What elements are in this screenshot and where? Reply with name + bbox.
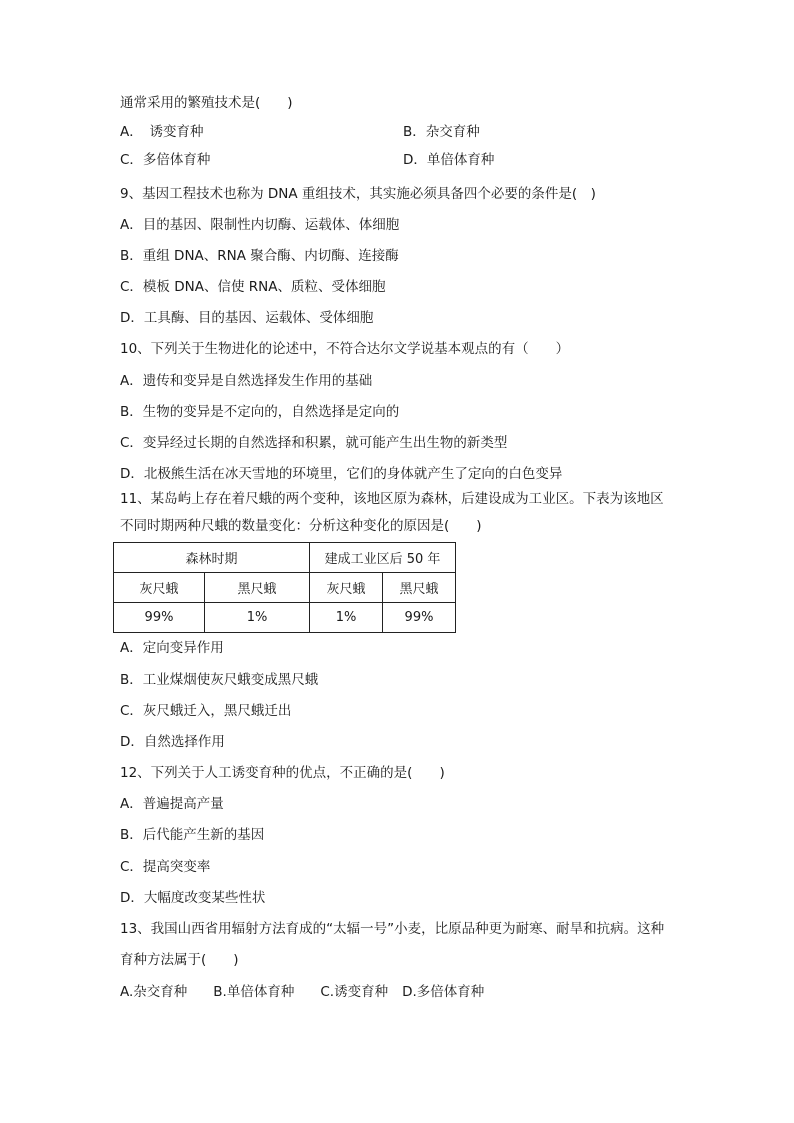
q10-option-d: D．北极熊生活在冰天雪地的环境里，它们的身体就产生了定向的白色变异 [120, 466, 563, 482]
q13-stem-line2: 育种方法属于( ) [120, 952, 239, 968]
table-cell: 99% [383, 603, 456, 633]
q10-option-b: B．生物的变异是不定向的，自然选择是定向的 [120, 404, 400, 420]
q8-option-b: B．杂交育种 [403, 124, 480, 140]
q11-option-c: C．灰尺蛾迁入，黑尺蛾迁出 [120, 703, 292, 719]
q9-option-a: A．目的基因、限制性内切酶、运载体、体细胞 [120, 217, 400, 233]
q13-option-d: D.多倍体育种 [402, 984, 485, 1000]
q8-option-d: D．单倍体育种 [403, 152, 495, 168]
q11-stem-line2: 不同时期两种尺蛾的数量变化：分析这种变化的原因是( ) [120, 518, 482, 534]
table-header-forest-period: 森林时期 [114, 543, 310, 573]
table-cell: 1% [310, 603, 383, 633]
q12-option-d: D．大幅度改变某些性状 [120, 890, 266, 906]
moth-population-table [113, 542, 456, 633]
q9-option-d: D．工具酶、目的基因、运载体、受体细胞 [120, 310, 374, 326]
q9-option-b: B．重组 DNA、RNA 聚合酶、内切酶、连接酶 [120, 248, 399, 264]
q13-option-a: A.杂交育种 [120, 984, 188, 1000]
q8-stem: 通常采用的繁殖技术是( ) [120, 95, 293, 111]
table-col-header: 黑尺蛾 [383, 573, 456, 603]
q10-stem: 10、下列关于生物进化的论述中，不符合达尔文学说基本观点的有（ ） [120, 341, 570, 357]
table-header-industrial-period: 建成工业区后 50 年 [310, 543, 456, 573]
q13-option-c: C.诱变育种 [320, 984, 389, 1000]
q12-option-a: A．普遍提高产量 [120, 796, 224, 812]
q10-option-a: A．遗传和变异是自然选择发生作用的基础 [120, 373, 373, 389]
table-cell: 99% [114, 603, 205, 633]
q9-stem: 9、基因工程技术也称为 DNA 重组技术，其实施必须具备四个必要的条件是( ) [120, 186, 596, 202]
q12-stem: 12、下列关于人工诱变育种的优点，不正确的是( ) [120, 765, 445, 781]
table-col-header: 灰尺蛾 [310, 573, 383, 603]
q11-option-b: B．工业煤烟使灰尺蛾变成黑尺蛾 [120, 672, 319, 688]
q13-stem-line1: 13、我国山西省用辐射方法育成的“太辐一号”小麦，比原品种更为耐寒、耐旱和抗病。这种 [120, 921, 665, 937]
q11-option-a: A．定向变异作用 [120, 640, 224, 656]
table-col-header: 黑尺蛾 [205, 573, 310, 603]
q8-option-a: A． 诱变育种 [120, 124, 204, 140]
table-col-header: 灰尺蛾 [114, 573, 205, 603]
q9-option-c: C．模板 DNA、信使 RNA、质粒、受体细胞 [120, 279, 386, 295]
q13-option-b: B.单倍体育种 [213, 984, 295, 1000]
q12-option-c: C．提高突变率 [120, 859, 211, 875]
q10-option-c: C．变异经过长期的自然选择和积累，就可能产生出生物的新类型 [120, 435, 508, 451]
q12-option-b: B．后代能产生新的基因 [120, 827, 265, 843]
q8-option-c: C．多倍体育种 [120, 152, 211, 168]
q11-option-d: D．自然选择作用 [120, 734, 225, 750]
q13-options [120, 983, 484, 1001]
q11-stem-line1: 11、某岛屿上存在着尺蛾的两个变种，该地区原为森林，后建设成为工业区。下表为该地区 [120, 491, 664, 507]
table-cell: 1% [205, 603, 310, 633]
